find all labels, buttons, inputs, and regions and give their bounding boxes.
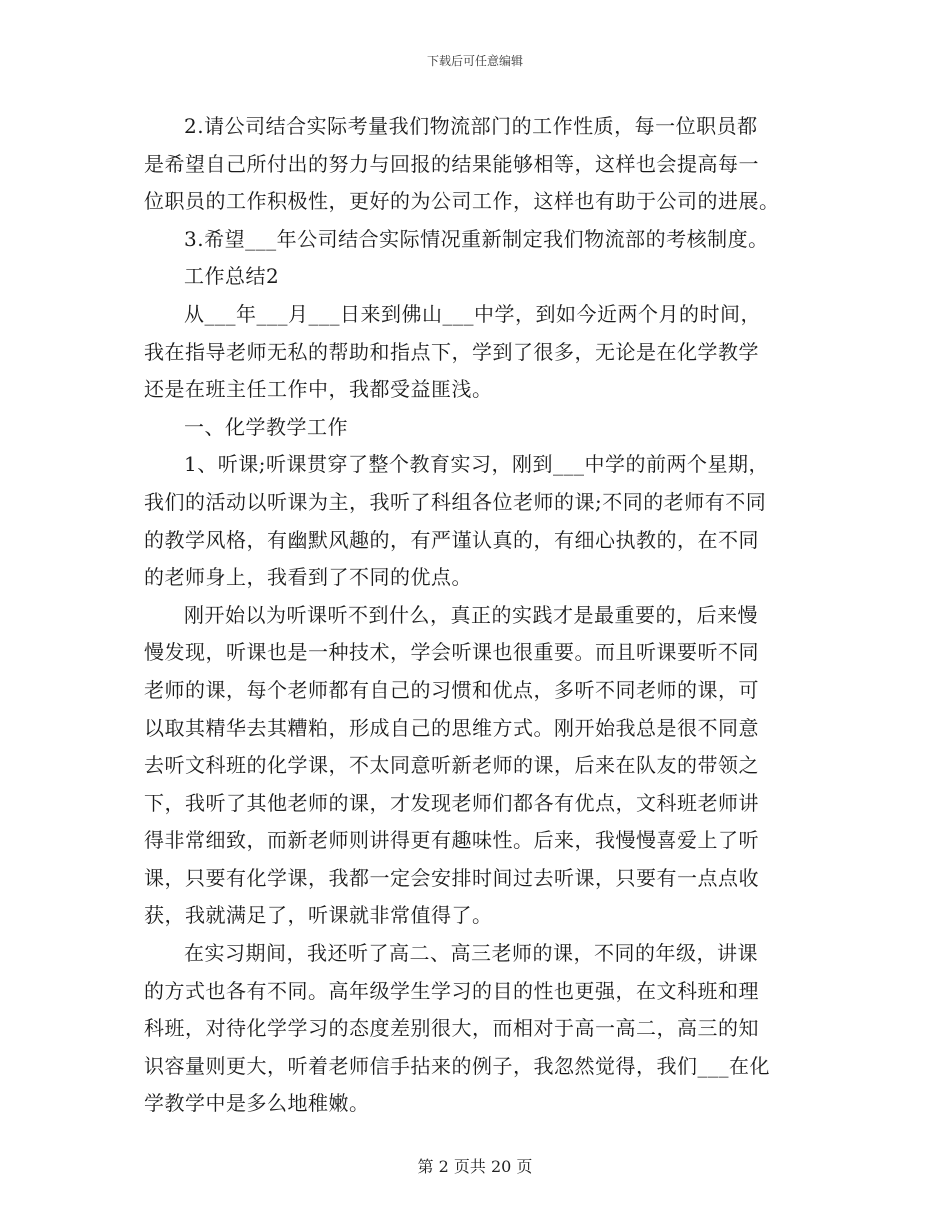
text-line: 工作总结2 [184,264,280,289]
text-line: 3.希望___年公司结合实际情况重新制定我们物流部的考核制度。 [184,226,769,251]
text-line: 的教学风格，有幽默风趣的，有严谨认真的，有细心执教的，在不同 [144,527,759,552]
page-footer: 第 2 页共 20 页 [417,1157,533,1176]
text-line: 一、化学教学工作 [184,414,348,439]
text-line: 下，我听了其他老师的课，才发现老师们都各有优点，文科班老师讲 [144,790,759,815]
text-line: 在实习期间，我还听了高二、高三老师的课，不同的年级，讲课 [184,941,758,966]
paragraph-observation [144,446,809,596]
text-line: 是希望自己所付出的努力与回报的结果能够相等，这样也会提高每一 [144,151,759,176]
text-line: 我们的活动以听课为主，我听了科组各位老师的课;不同的老师有不同 [144,489,767,514]
text-line: 去听文科班的化学课，不太同意听新老师的课，后来在队友的带领之 [144,753,759,778]
text-line: 的老师身上，我看到了不同的优点。 [144,565,472,590]
text-line: 慢发现，听课也是一种技术，学会听课也很重要。而且听课要听不同 [144,640,759,665]
text-line: 学教学中是多么地稚嫩。 [144,1091,370,1116]
document-body [144,108,809,1123]
text-line: 刚开始以为听课听不到什么，真正的实践才是最重要的，后来慢 [184,602,758,627]
text-line: 位职员的工作积极性，更好的为公司工作，这样也有助于公司的进展。 [144,189,780,214]
paragraph-intro [144,296,809,409]
text-line: 从___年___月___日来到佛山___中学，到如今近两个月的时间， [184,301,761,326]
text-line: 我在指导老师无私的帮助和指点下，学到了很多，无论是在化学教学 [144,339,759,364]
text-line: 得非常细致，而新老师则讲得更有趣味性。后来，我慢慢喜爱上了听 [144,828,759,853]
paragraph-suggestion-2 [144,108,809,221]
text-line: 还是在班主任工作中，我都受益匪浅。 [144,377,493,402]
text-line: 课，只要有化学课，我都一定会安排时间过去听课，只要有一点点收 [144,865,759,890]
text-line: 2.请公司结合实际考量我们物流部门的工作性质，每一位职员都 [184,114,758,138]
text-line: 以取其精华去其糟粕，形成自己的思维方式。刚开始我总是很不同意 [144,715,759,740]
text-line: 1、听课;听课贯穿了整个教育实习，刚到___中学的前两个星期， [184,452,769,477]
paragraph-internship [144,935,809,1123]
paragraph-suggestion-3 [144,221,809,259]
text-line: 的方式也各有不同。高年级学生学习的目的性也更强，在文科班和理 [144,978,759,1003]
text-line: 科班，对待化学学习的态度差别很大，而相对于高一高二，高三的知 [144,1016,759,1041]
page-header: 下载后可任意编辑 [426,54,523,68]
section-heading-chemistry-teaching [144,409,809,447]
text-line: 老师的课，每个老师都有自己的习惯和优点，多听不同老师的课，可 [144,677,759,702]
text-line: 获，我就满足了，听课就非常值得了。 [144,903,493,928]
text-line: 识容量则更大，听着老师信手拈来的例子，我忽然觉得，我们___在化 [144,1053,770,1078]
section-heading-work-summary-2 [144,258,809,296]
paragraph-reflection [144,597,809,935]
